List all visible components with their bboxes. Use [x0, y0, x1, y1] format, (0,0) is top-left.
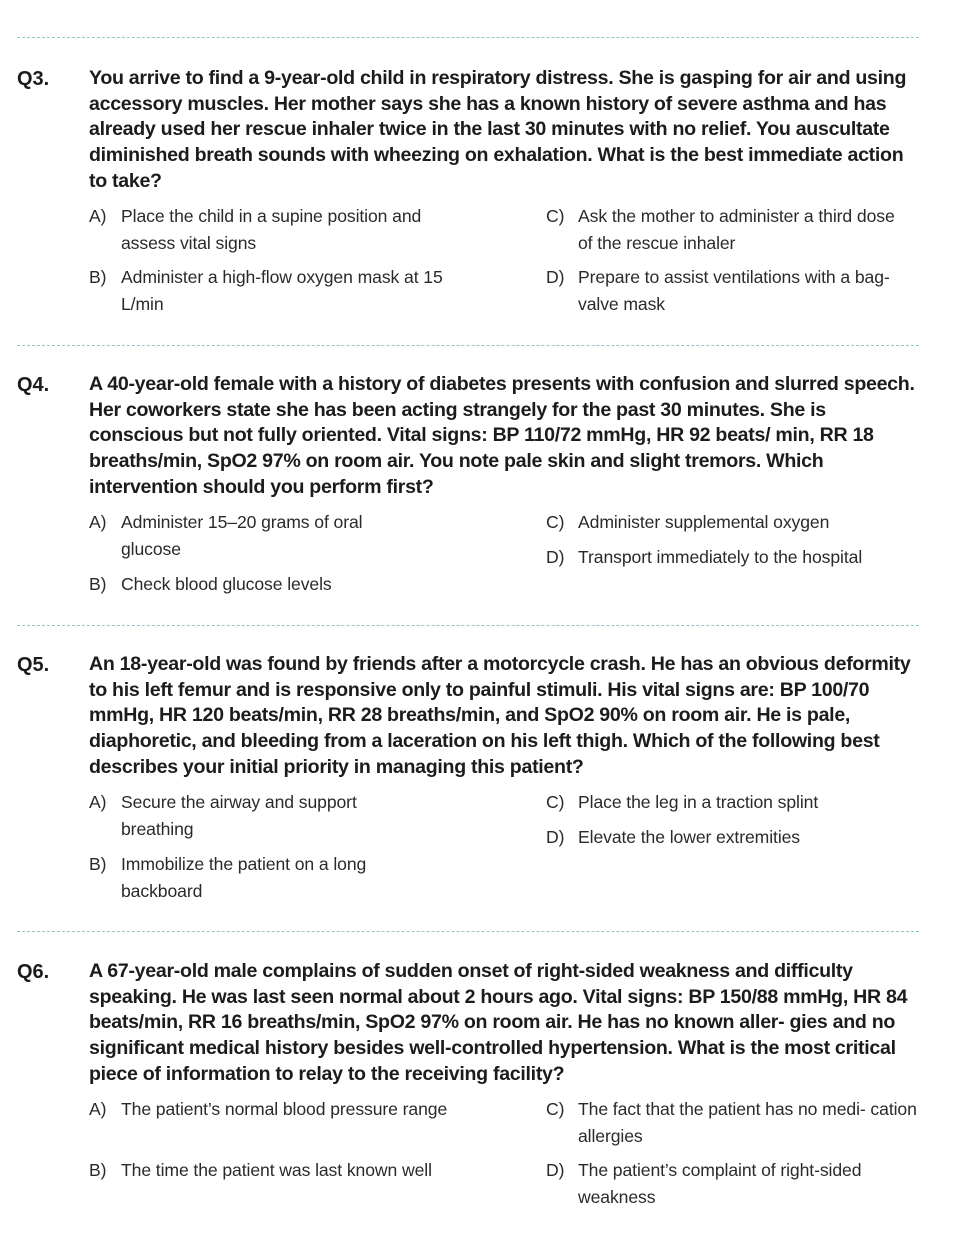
option-label: C) [546, 206, 565, 226]
option-label: B) [89, 267, 107, 287]
section-divider [17, 37, 919, 38]
option-label: C) [546, 792, 565, 812]
question-stem: You arrive to find a 9-year-old child in respiratory distress. She is gasping for air and using accessory muscles. Her mother says she has a known history of severe asthma and has already used her rescue inhaler twice in the last 30 minutes with no relief. You auscultate diminished breath sounds with wheezing on exhalation. What is the best immediate action to take? [89, 67, 907, 192]
option-text: Ask the mother to administer a third dose of the rescue inhaler [578, 206, 895, 253]
question-number: Q4. [17, 374, 50, 396]
question-number: Q5. [17, 654, 50, 676]
option-label: A) [89, 512, 107, 532]
section-divider [17, 931, 919, 932]
option-text: Administer supplemental oxygen [578, 512, 830, 532]
option-text: Immobilize the patient on a long backboard [121, 854, 367, 901]
section-divider [17, 345, 919, 346]
option-text: Place the child in a supine position and assess vital signs [121, 206, 422, 253]
option-text: Elevate the lower extremities [578, 827, 801, 847]
option-label: D) [546, 267, 565, 287]
option-label: C) [546, 1099, 565, 1119]
option-text: Transport immediately to the hospital [578, 547, 863, 567]
option-text: The patient’s normal blood pressure range [121, 1099, 448, 1119]
option-label: B) [89, 854, 107, 874]
option-label: B) [89, 574, 107, 594]
option-text: Secure the airway and support breathing [121, 792, 357, 839]
option-label: D) [546, 1160, 565, 1180]
question-number: Q6. [17, 961, 50, 983]
option-text: Place the leg in a traction splint [578, 792, 819, 812]
option-label: C) [546, 512, 565, 532]
option-text: The fact that the patient has no medi- cation allergies [578, 1099, 917, 1146]
option-text: The patient’s complaint of right-sided weakness [578, 1160, 862, 1207]
option-text: Administer a high-flow oxygen mask at 15 L/min [121, 267, 443, 314]
question-stem: A 40-year-old female with a history of diabetes presents with confusion and slurred speech. Her coworkers state she has been acting strangely for the past 30 minutes. She is conscious but not fully oriented. Vital signs: BP 110/72 mmHg, HR 92 beats/ min, RR 18 breaths/min, SpO2 97% on room air. You note pale skin and slight tremors. Which intervention should you perform first? [89, 373, 915, 498]
option-text: Administer 15–20 grams of oral glucose [121, 512, 363, 559]
section-divider [17, 625, 919, 626]
option-label: B) [89, 1160, 107, 1180]
question-stem: A 67-year-old male complains of sudden onset of right-sided weakness and difficulty speaking. He was last seen normal about 2 hours ago. Vital signs: BP 150/88 mmHg, HR 84 beats/min, RR 16 breaths/min, SpO2 97% on room air. He has no known aller- gies and no significant medical history besides well-controlled hypertension. What is the most critical piece of information to relay to the receiving facility? [89, 960, 908, 1085]
option-text: Check blood glucose levels [121, 574, 332, 594]
option-label: A) [89, 792, 107, 812]
option-label: D) [546, 547, 565, 567]
option-label: D) [546, 827, 565, 847]
option-text: The time the patient was last known well [121, 1160, 432, 1180]
question-stem: An 18-year-old was found by friends after a motorcycle crash. He has an obvious deformity to his left femur and is responsive only to painful stimuli. His vital signs are: BP 100/70 mmHg, HR 120 beats/min, RR 28 breaths/min, and SpO2 90% on room air. He is pale, diaphoretic, and bleeding from a laceration on his left thigh. Which of the following best describes your initial priority in managing this patient? [89, 653, 911, 778]
option-label: A) [89, 1099, 107, 1119]
question-number: Q3. [17, 68, 50, 90]
option-text: Prepare to assist ventilations with a bag-valve mask [578, 267, 890, 314]
option-label: A) [89, 206, 107, 226]
